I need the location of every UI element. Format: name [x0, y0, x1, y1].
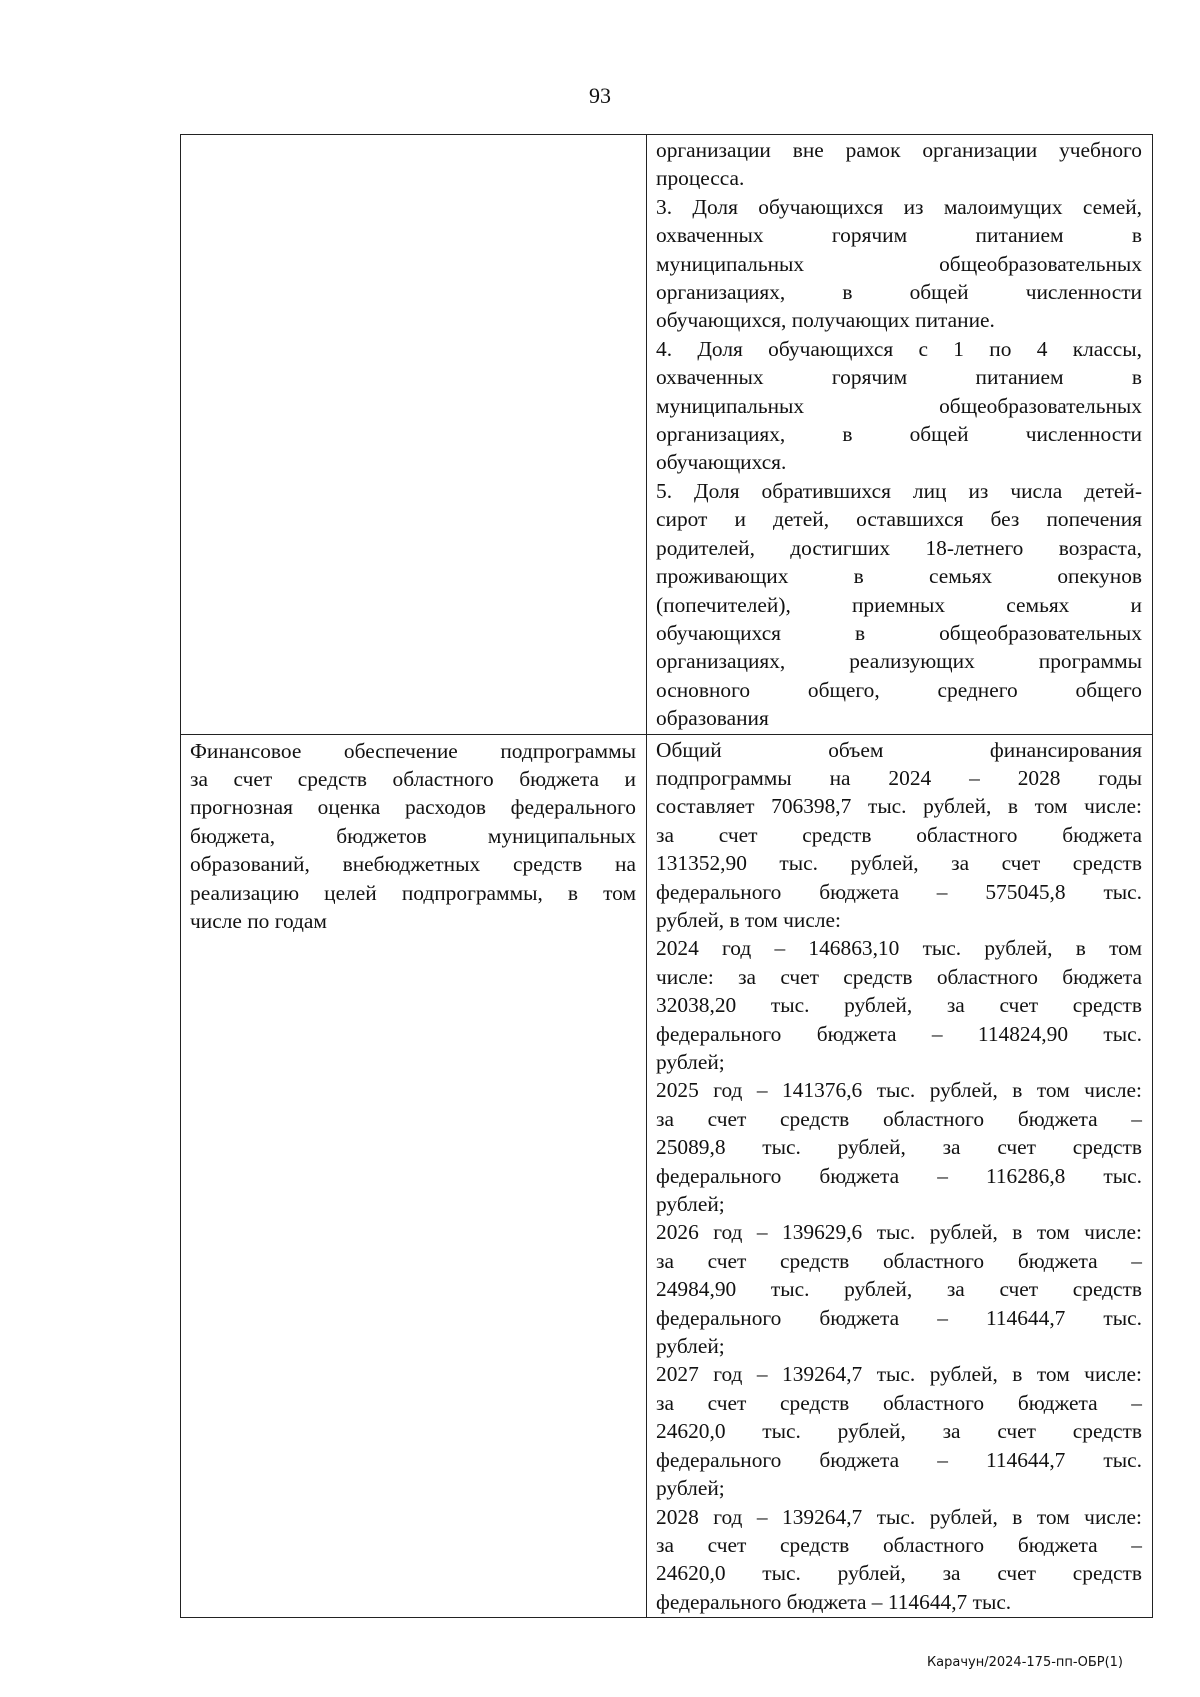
text-line: 32038,20 тыс. рублей, за счет средств [656, 993, 1142, 1018]
document-footer-code: Карачун/2024-175-пп-ОБР(1) [926, 1655, 1123, 1670]
text-line: организациях, в общей численности [656, 280, 1142, 305]
passport-table [180, 134, 1153, 1618]
text-line: обучающихся в общеобразовательных [656, 620, 1142, 645]
text-line: рублей; [656, 1334, 725, 1359]
text-line: составляет 706398,7 тыс. рублей, в том числе: [656, 794, 1142, 819]
text-line: за счет средств областного бюджета – [656, 1106, 1142, 1131]
text-line: числе по годам [190, 908, 327, 933]
text-line: 2026 год – 139629,6 тыс. рублей, в том числе: [656, 1220, 1142, 1245]
text-line: муниципальных общеобразовательных [656, 251, 1142, 276]
text-line: числе: за счет средств областного бюджета [656, 964, 1142, 989]
text-line: 2025 год – 141376,6 тыс. рублей, в том числе: [656, 1078, 1142, 1103]
text-line: образования [656, 706, 769, 731]
text-line: проживающих в семьях опекунов [656, 564, 1142, 589]
text-line: обучающихся. [656, 450, 787, 475]
text-line: прогнозная оценка расходов федерального [190, 795, 636, 820]
text-line: за счет средств областного бюджета – [656, 1390, 1142, 1415]
text-line: организациях, в общей численности [656, 422, 1142, 447]
text-line: подпрограммы на 2024 – 2028 годы [656, 765, 1142, 790]
financing-text [656, 736, 1142, 1617]
table-row [181, 135, 1153, 735]
text-line: рублей; [656, 1476, 725, 1501]
text-line: основного общего, среднего общего [656, 677, 1142, 702]
page-number: 93 [589, 83, 611, 108]
text-line: Финансовое обеспечение подпрограммы [190, 738, 636, 763]
text-line: 5. Доля обратившихся лиц из числа детей- [656, 478, 1142, 503]
text-line: 2028 год – 139264,7 тыс. рублей, в том числе: [656, 1504, 1142, 1529]
text-line: 24620,0 тыс. рублей, за счет средств [656, 1419, 1142, 1444]
text-line: обучающихся, получающих питание. [656, 308, 995, 333]
text-line: 2024 год – 146863,10 тыс. рублей, в том [656, 936, 1142, 961]
text-line: федерального бюджета – 114824,90 тыс. [656, 1021, 1142, 1046]
text-line: за счет средств областного бюджета – [656, 1532, 1142, 1557]
text-line: 131352,90 тыс. рублей, за счет средств [656, 851, 1142, 876]
text-line: федерального бюджета – 114644,7 тыс. [656, 1305, 1142, 1330]
text-line: федерального бюджета – 114644,7 тыс. [656, 1447, 1142, 1472]
text-line: за счет средств областного бюджета и [190, 766, 636, 791]
text-line: 25089,8 тыс. рублей, за счет средств [656, 1135, 1142, 1160]
text-line: за счет средств областного бюджета [656, 822, 1142, 847]
text-line: родителей, достигших 18-летнего возраста, [656, 535, 1142, 560]
text-line: муниципальных общеобразовательных [656, 393, 1142, 418]
text-line: организациях, реализующих программы [656, 649, 1142, 674]
row2-right-cell [647, 734, 1153, 1618]
financing-label [190, 737, 636, 936]
text-line: рублей, в том числе: [656, 907, 841, 932]
row2-left-cell [181, 734, 647, 1618]
table-row [181, 734, 1153, 1618]
row1-right-cell [647, 135, 1153, 735]
text-line: организации вне рамок организации учебного [656, 138, 1142, 162]
text-line: процесса. [656, 166, 745, 191]
text-line: реализацию целей подпрограммы, в том [190, 880, 636, 905]
text-line: бюджета, бюджетов муниципальных [190, 823, 636, 848]
text-line: федерального бюджета – 114644,7 тыс. [656, 1589, 1012, 1614]
text-line: (попечителей), приемных семьях и [656, 592, 1142, 617]
row1-left-cell [181, 135, 647, 735]
text-line: федерального бюджета – 116286,8 тыс. [656, 1163, 1142, 1188]
text-line: охваченных горячим питанием в [656, 223, 1142, 248]
text-line: охваченных горячим питанием в [656, 365, 1142, 390]
text-line: Общий объем финансирования [656, 737, 1142, 762]
indicators-text [656, 136, 1142, 733]
text-line: 2027 год – 139264,7 тыс. рублей, в том числе: [656, 1362, 1142, 1387]
text-line: за счет средств областного бюджета – [656, 1248, 1142, 1273]
text-line: 24984,90 тыс. рублей, за счет средств [656, 1277, 1142, 1302]
text-line: 3. Доля обучающихся из малоимущих семей, [656, 194, 1142, 219]
text-line: 24620,0 тыс. рублей, за счет средств [656, 1561, 1142, 1586]
text-line: федерального бюджета – 575045,8 тыс. [656, 879, 1142, 904]
text-line: сирот и детей, оставшихся без попечения [656, 507, 1142, 532]
text-line: 4. Доля обучающихся с 1 по 4 классы, [656, 336, 1142, 361]
text-line: рублей; [656, 1192, 725, 1217]
text-line: образований, внебюджетных средств на [190, 852, 636, 877]
text-line: рублей; [656, 1050, 725, 1074]
